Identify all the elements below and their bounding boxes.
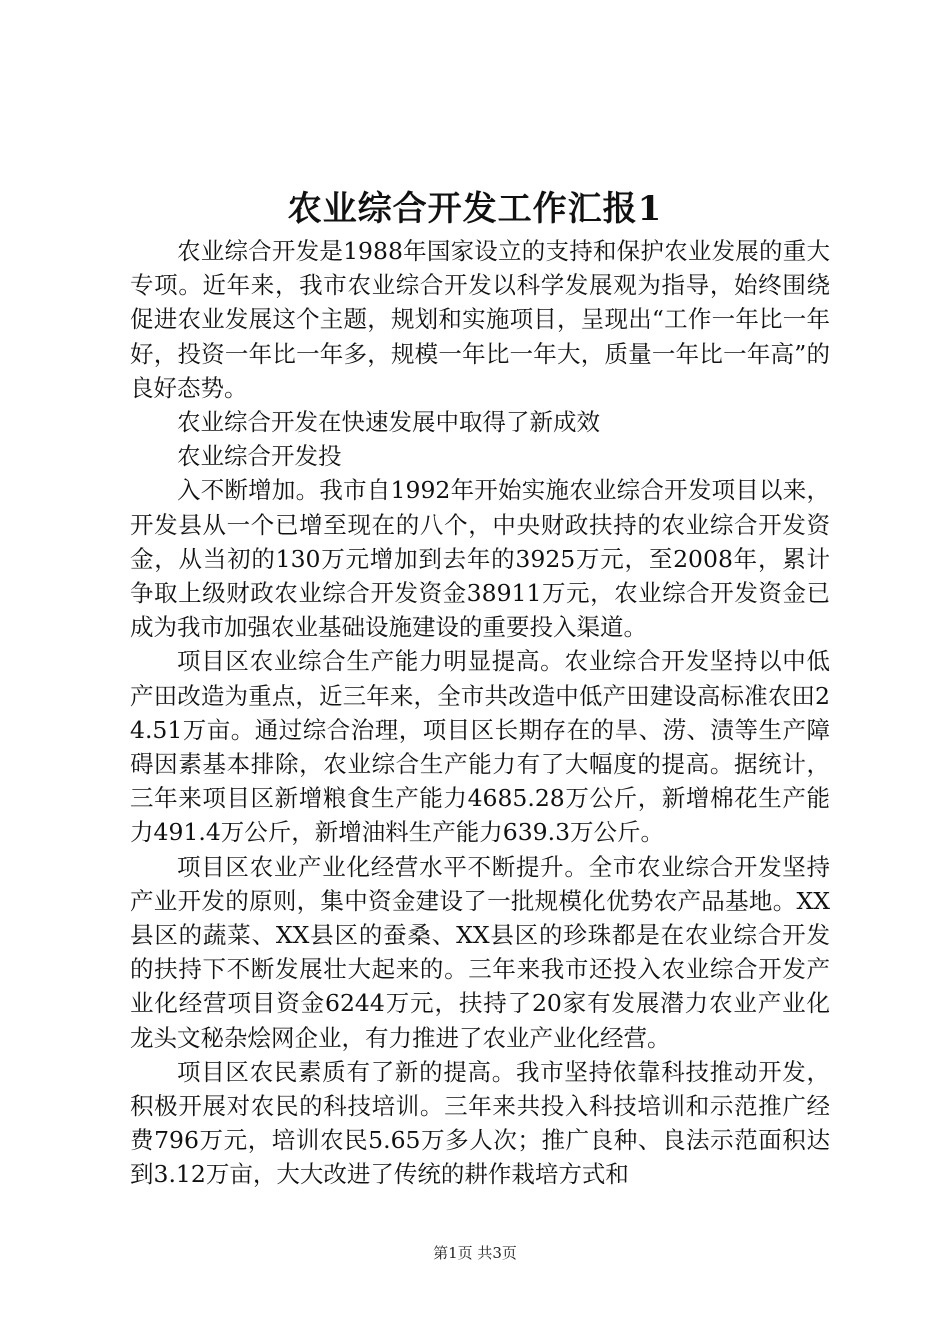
paragraph: 入不断增加。我市自1992年开始实施农业综合开发项目以来，开发县从一个已增至现在的八个，中央财政扶持的农业综合开发资金，从当初的130万元增加到去年的3925万元，至2008年，累计争取上级财政农业综合开发资金38911万元，农业综合开发资金已成为我市加强农业基础设施建设的重要投入渠道。 [130, 476, 830, 642]
paragraph: 项目区农民素质有了新的提高。我市坚持依靠科技推动开发，积极开展对农民的科技培训。三年来共投入科技培训和示范推广经费796万元，培训农民5.65万多人次；推广良种、良法示范面积达到3.12万亩，大大改进了传统的耕作栽培方式和 [130, 1057, 830, 1189]
paragraph: 项目区农业产业化经营水平不断提升。全市农业综合开发坚持产业开发的原则，集中资金建设了一批规模化优势农产品基地。XX县区的蔬菜、XX县区的蚕桑、XX县区的珍珠都是在农业综合开发的扶持下不断发展壮大起来的。三年来我市还投入农业综合开发产业化经营项目资金6244万元，扶持了20家有发展潜力农业产业化龙头文秘杂烩网企业，有力推进了农业产业化经营。 [130, 852, 830, 1052]
paragraph: 农业综合开发在快速发展中取得了新成效 [177, 408, 600, 437]
page-number-footer: 第1页 共3页 [433, 1244, 517, 1262]
document-title: 农业综合开发工作汇报1 [287, 189, 663, 229]
paragraph: 项目区农业综合生产能力明显提高。农业综合开发坚持以中低产田改造为重点，近三年来，全市共改造中低产田建设高标准农田24.51万亩。通过综合治理，项目区长期存在的旱、涝、渍等生产障碍因素基本排除，农业综合生产能力有了大幅度的提高。据统计，三年来项目区新增粮食生产能力4685.28万公斤，新增棉花生产能力491.4万公斤，新增油料生产能力639.3万公斤。 [130, 647, 830, 847]
paragraph: 农业综合开发是1988年国家设立的支持和保护农业发展的重大专项。近年来，我市农业综合开发以科学发展观为指导，始终围绕促进农业发展这个主题，规划和实施项目，呈现出“工作一年比一年好，投资一年比一年多，规模一年比一年大，质量一年比一年高”的良好态势。 [130, 237, 830, 402]
document-body [130, 234, 830, 1192]
paragraph: 农业综合开发投 [177, 442, 342, 471]
